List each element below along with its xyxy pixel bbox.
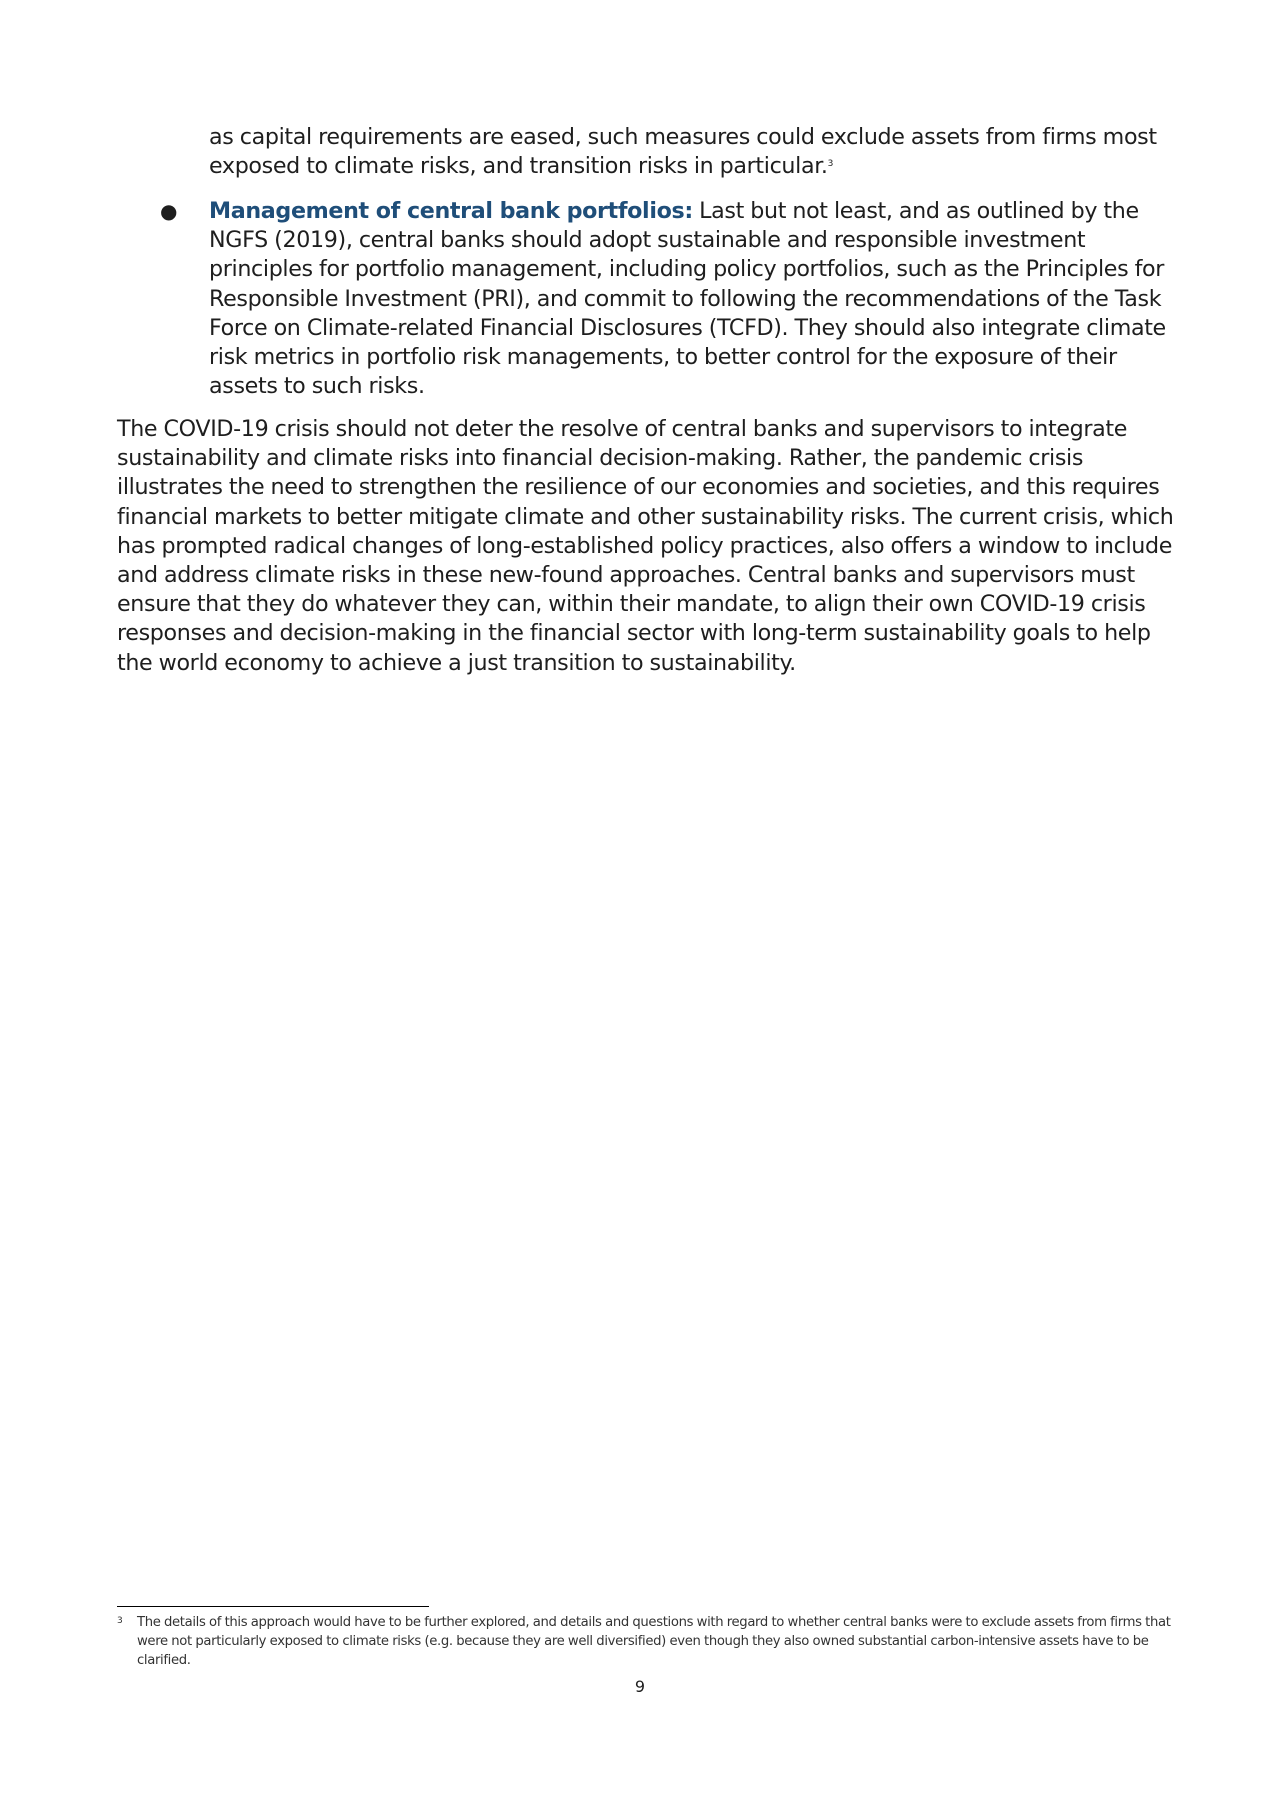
continuation-paragraph: [209, 123, 1179, 181]
bullet-body: Last but not least, and as outlined by the NGFS (2019), central banks should adopt sustainable and responsible investment principles for portfolio management, including policy portfolios, such as the Principles for Responsible Investment (PRI), and commit to following the recommendations of the Task Force on Climate-related Financial Disclosures (TCFD). They should also integrate climate risk metrics in portfolio risk managements, to better control for the exposure of their assets to such risks.: [209, 198, 1166, 400]
continuation-text: as capital requirements are eased, such measures could exclude assets from firms most exposed to climate risks, and transition risks in particular.: [209, 124, 1157, 180]
page-number: 9: [634, 1677, 646, 1696]
footnote-reference[interactable]: 3: [827, 159, 834, 170]
footnote-divider: [117, 1606, 429, 1607]
bullet-icon: ●: [160, 199, 178, 223]
footnote-text: The details of this approach would have to be further explored, and details and questions with regard to whether central banks were to exclude assets from firms that were not particularly exposed to climate risks (e.g. because they are well diversified) even though they also owned substantial carbon-intensive assets have to be clarified.: [137, 1615, 1171, 1668]
bullet-heading: Management of central bank portfolios:: [209, 198, 693, 224]
bullet-text-block: [209, 197, 1180, 401]
footnote-marker: 3: [117, 1616, 123, 1626]
body-paragraph: The COVID-19 crisis should not deter the resolve of central banks and supervisors to integrate sustainability and climate risks into financial decision-making. Rather, the pandemic crisis illustrates the need to strengthen the resilience of our economies and societies, and this requires financial markets to better mitigate climate and other sustainability risks. The current crisis, which has prompted radical changes of long-established policy practices, also offers a window to include and address climate risks in these new-found approaches. Central banks and supervisors must ensure that they do whatever they can, within their mandate, to align their own COVID-19 crisis responses and decision-making in the financial sector with long-term sustainability goals to help the world economy to achieve a just transition to sustainability.: [117, 416, 1174, 676]
